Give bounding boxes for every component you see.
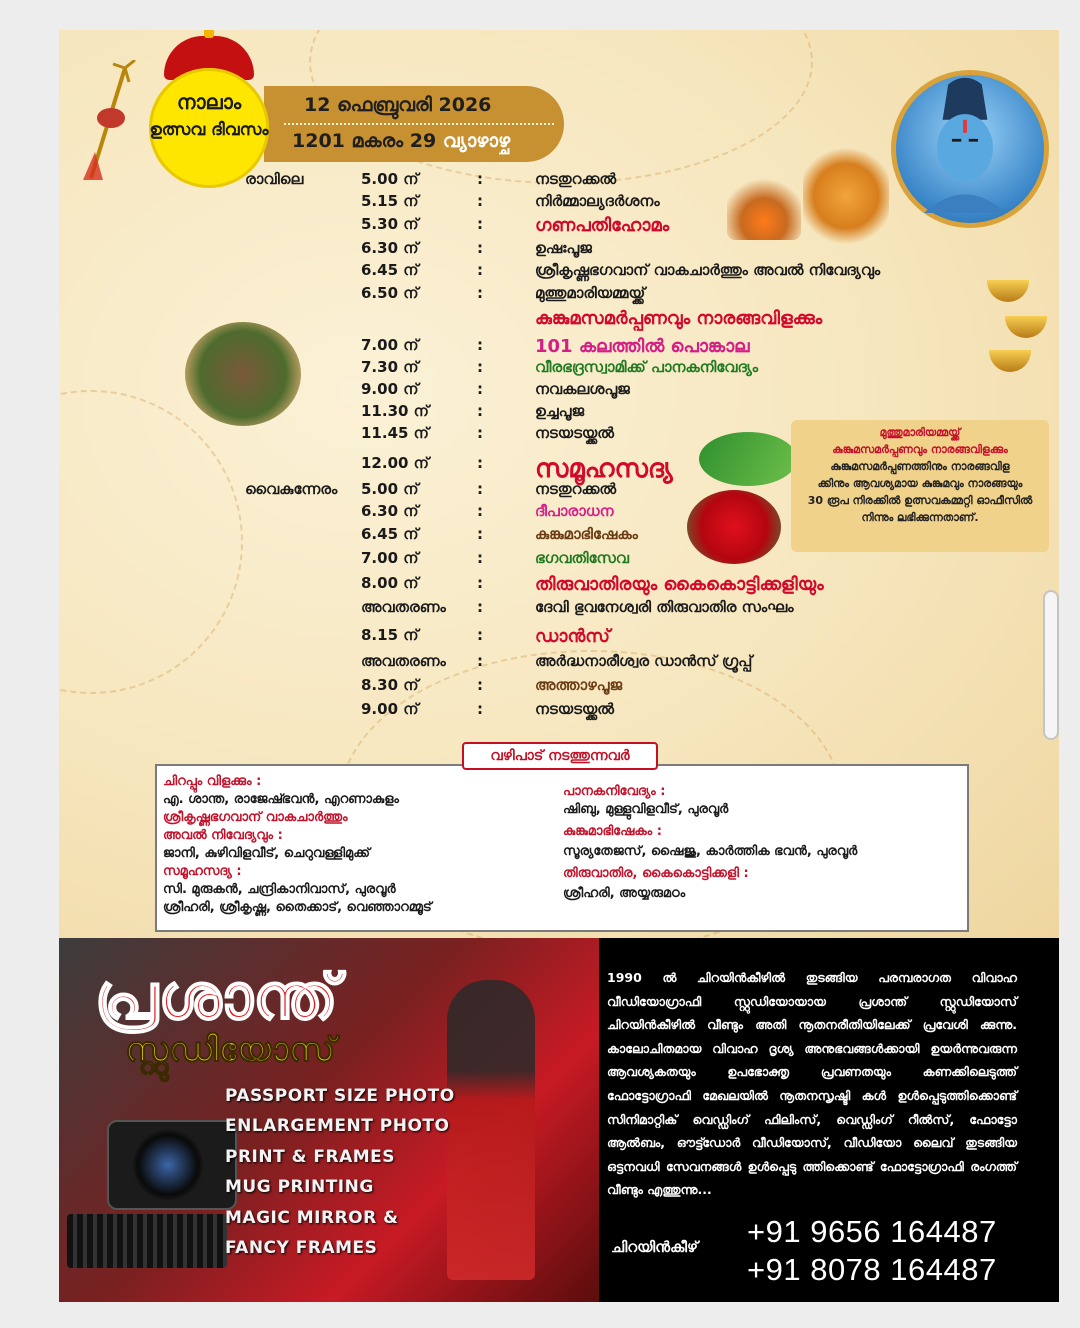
schedule-row xyxy=(59,284,1059,308)
schedule-row xyxy=(59,358,1059,382)
event-name: ഗണപതിഹോമം xyxy=(535,215,670,236)
time-label: 6.30 ന് xyxy=(361,239,419,257)
event-name: അർദ്ധനാരീശ്വര ഡാൻസ് ഗ്രൂപ്പ് xyxy=(535,652,753,670)
sponsor-name: സി. മുരുകൻ, ചന്ദ്രികാനിവാസ്, പുരവൂർ xyxy=(163,882,396,897)
separator: : xyxy=(477,626,483,644)
separator: : xyxy=(477,549,483,567)
time-label: 6.50 ന് xyxy=(361,284,419,302)
camera-lens-icon xyxy=(133,1130,203,1200)
schedule-row xyxy=(59,308,1059,332)
sponsor-name: സൂര്യതേജസ്, ഷൈജു, കാർത്തിക ഭവൻ, പുരവൂർ xyxy=(563,844,858,859)
poster-page xyxy=(59,30,1059,1302)
sponsor-label: ചിറപ്പും വിളക്കും : xyxy=(163,774,262,789)
sponsors-title: വഴിപാട് നടത്തുന്നവർ xyxy=(462,742,658,770)
date-banner xyxy=(264,86,564,162)
event-name: ദേവി ഭുവനേശ്വരി തിരുവാതിര സംഘം xyxy=(535,598,794,616)
sponsor-label: ശ്രീകൃഷ്ണഭഗവാന് വാകചാർത്തും xyxy=(163,810,348,825)
service-item: MUG PRINTING xyxy=(225,1177,374,1197)
service-item: PRINT & FRAMES xyxy=(225,1147,395,1167)
sponsor-label: കുങ്കുമാഭിഷേകം : xyxy=(563,824,662,839)
phone-number-2: +91 8078 164487 xyxy=(747,1252,997,1287)
studio-description: 1990 ൽ ചിറയിൻകീഴിൽ തുടങ്ങിയ പരമ്പരാഗത വിവാഹ വീഡിയോഗ്രാഫി സ്റ്റുഡിയോയായ പ്രശാന്ത് സ്റ്റുഡിയോസ് ചിറയിൻകീഴിൽ വീണ്ടും അതി നൂതനരീതിയിലേക്ക് പ്രവേശി ക്കുന്നു. കാലോചിതമായ വിവാഹ ദൃശ്യ അനുഭവങ്ങൾക്കായി ഉയർന്നുവരുന്ന ആവശ്യകതയും ഉപഭോക്തൃ പ്രവണതയും കണക്കിലെടുത്ത് ഫോട്ടോഗ്രാഫി മേഖലയിൽ നൂതനസൃഷ്ടി കൾ ഉൾപ്പെടുത്തിക്കൊണ്ട് സിനിമാറ്റിക് വെഡ്ഡിംഗ് ഫിലിംസ്, വെഡ്ഡിംഗ് റീൽസ്, ഫോട്ടോ ആൽബം, ഔട്ട്ഡോർ വീഡിയോസ്, വീഡിയോ ലൈവ് തുടങ്ങിയ ഒട്ടനവധി സേവനങ്ങൾ ഉൾപ്പെടു ത്തിക്കൊണ്ട് ഫോട്ടോഗ്രാഫി രംഗത്ത് വീണ്ടും എത്തുന്നു... xyxy=(607,970,1017,1198)
schedule-row xyxy=(59,170,1059,194)
trident-damaru-icon xyxy=(73,60,143,180)
separator: : xyxy=(477,480,483,498)
event-name: ദീപാരാധന xyxy=(535,502,614,520)
studio-location: ചിറയിൻകീഴ് xyxy=(611,1238,698,1256)
time-label: 9.00 ന് xyxy=(361,380,419,398)
sponsor-label: തിരുവാതിര, കൈകൊട്ടിക്കളി : xyxy=(563,866,749,881)
sponsor-name: എ. ശാന്ത, രാജേഷ്ഭവൻ, എറണാകുളം xyxy=(163,792,399,807)
separator: : xyxy=(477,192,483,210)
date-gregorian: 12 ഫെബ്രുവരി 2026 xyxy=(304,94,492,116)
event-name: നടതുറക്കൽ xyxy=(535,170,617,188)
brand-subtitle: സ്റ്റുഡിയോസ് xyxy=(125,1030,336,1070)
event-name: ഭഗവതിസേവ xyxy=(535,549,629,567)
time-label: 8.15 ന് xyxy=(361,626,419,644)
event-name: നടതുറക്കൽ xyxy=(535,480,617,498)
time-label: 6.45 ന് xyxy=(361,261,419,279)
schedule-row xyxy=(59,336,1059,360)
sponsor-name: ഷിബു, മുള്ളുവിളവീട്, പുരവൂർ xyxy=(563,802,729,817)
event-name: ഡാൻസ് xyxy=(535,626,610,647)
separator: : xyxy=(477,652,483,670)
sponsors-box xyxy=(155,764,969,932)
notice-title-1: മുത്തുമാരിയമ്മയ്ക്ക് xyxy=(879,426,961,439)
sponsor-name: ശ്രീഹരി, അയ്യരുമഠം xyxy=(563,886,686,901)
wedding-couple-image xyxy=(447,980,535,1280)
schedule-row xyxy=(59,239,1059,263)
schedule-row xyxy=(59,676,1059,700)
schedule-row xyxy=(59,598,1059,622)
separator: : xyxy=(477,424,483,442)
separator: : xyxy=(477,284,483,302)
day-number: നാലാം xyxy=(176,90,242,114)
camera-icon xyxy=(107,1120,237,1210)
event-name: വീരഭദ്രസ്വാമിക്ക് പാനകനിവേദ്യം xyxy=(535,358,759,376)
time-label: 7.00 ന് xyxy=(361,336,419,354)
event-name: ഉച്ചപൂജ xyxy=(535,402,585,420)
event-name: സമൂഹസദ്യ xyxy=(535,454,673,484)
schedule-row xyxy=(59,574,1059,598)
schedule-row xyxy=(59,192,1059,216)
time-label: 12.00 ന് xyxy=(361,454,429,472)
scrollbar-thumb[interactable] xyxy=(1043,590,1059,740)
schedule-row xyxy=(59,700,1059,724)
kumkum-notice xyxy=(791,420,1049,552)
schedule-row xyxy=(59,626,1059,650)
date-divider xyxy=(284,123,554,125)
time-label: 5.30 ന് xyxy=(361,215,419,233)
separator: : xyxy=(477,170,483,188)
separator: : xyxy=(477,358,483,376)
event-name: നടയടയ്ക്കൽ xyxy=(535,424,614,442)
notice-body-1: കുങ്കുമസമർപ്പണത്തിനും നാരങ്ങവിള xyxy=(830,460,1010,473)
event-name: അത്താഴപൂജ xyxy=(535,676,623,694)
phone-number-1: +91 9656 164487 xyxy=(747,1214,997,1249)
time-label: 5.15 ന് xyxy=(361,192,419,210)
service-item: PASSPORT SIZE PHOTO xyxy=(225,1086,455,1106)
service-item: FANCY FRAMES xyxy=(225,1238,378,1258)
time-label: അവതരണം xyxy=(361,652,446,670)
sponsor-name: ശ്രീഹരി, ശ്രീകൃഷ്ണ, തൈക്കാട്, വെഞ്ഞാറമ്മൂട് xyxy=(163,900,432,915)
date-malayalam: 1201 മകരം 29 വ്യാഴാഴ്ച xyxy=(292,130,511,152)
time-label: 8.00 ന് xyxy=(361,574,419,592)
schedule-row xyxy=(59,549,1059,573)
time-label: 5.00 ന് xyxy=(361,480,419,498)
event-name: നവകലശപൂജ xyxy=(535,380,630,398)
festival-schedule-poster xyxy=(59,30,1059,938)
weekday: വ്യാഴാഴ്ച xyxy=(442,130,511,152)
schedule-row xyxy=(59,380,1059,404)
event-name: ശ്രീകൃഷ്ണഭഗവാന് വാകചാർത്തും അവൽ നിവേദ്യവും xyxy=(535,261,881,279)
film-strip-icon xyxy=(67,1214,227,1268)
event-name: തിരുവാതിരയും കൈകൊട്ടിക്കളിയും xyxy=(535,574,824,595)
separator: : xyxy=(477,380,483,398)
service-item: ENLARGEMENT PHOTO xyxy=(225,1116,450,1136)
event-name: നടയടയ്ക്കൽ xyxy=(535,700,614,718)
separator: : xyxy=(477,700,483,718)
session-label: രാവിലെ xyxy=(245,170,304,188)
time-label: അവതരണം xyxy=(361,598,446,616)
time-label: 9.00 ന് xyxy=(361,700,419,718)
time-label: 7.30 ന് xyxy=(361,358,419,376)
separator: : xyxy=(477,239,483,257)
separator: : xyxy=(477,574,483,592)
studio-advertisement xyxy=(59,938,1059,1302)
sponsor-label: അവൽ നിവേദ്യവും : xyxy=(163,828,283,843)
event-name: മുത്തുമാരിയമ്മയ്ക്ക് xyxy=(535,284,646,302)
time-label: 5.00 ന് xyxy=(361,170,419,188)
sponsor-label: സമൂഹസദ്യ : xyxy=(163,864,242,879)
time-label: 11.30 ന് xyxy=(361,402,429,420)
time-label: 8.30 ന് xyxy=(361,676,419,694)
separator: : xyxy=(477,215,483,233)
notice-body-3: 30 രൂപ നിരക്കിൽ ഉത്സവകമ്മറ്റി ഓഫീസിൽ xyxy=(807,494,1033,507)
event-name: നിർമ്മാല്യദർശനം xyxy=(535,192,660,210)
event-name: കുങ്കുമസമർപ്പണവും നാരങ്ങവിളക്കും xyxy=(535,308,823,329)
separator: : xyxy=(477,525,483,543)
event-name: 101 കലത്തിൽ പൊങ്കാല xyxy=(535,336,750,357)
session-label: വൈകുന്നേരം xyxy=(245,480,338,498)
sponsor-label: പാനകനിവേദ്യം : xyxy=(563,784,666,799)
time-label: 11.45 ന് xyxy=(361,424,429,442)
separator: : xyxy=(477,261,483,279)
event-name: ഉഷഃപൂജ xyxy=(535,239,592,257)
separator: : xyxy=(477,676,483,694)
sponsor-name: ജാനി, കുഴിവിളവീട്, ചെറുവള്ളിമുക്ക് xyxy=(163,846,370,861)
notice-body-4: നിന്നും ലഭിക്കുന്നതാണ്. xyxy=(861,511,979,524)
separator: : xyxy=(477,336,483,354)
schedule-row xyxy=(59,652,1059,676)
separator: : xyxy=(477,402,483,420)
ad-photo-panel xyxy=(59,938,599,1302)
separator: : xyxy=(477,598,483,616)
day-label: ഉത്സവ ദിവസം xyxy=(149,120,269,140)
notice-title-2: കുങ്കുമസമർപ്പണവും നാരങ്ങവിളക്കും xyxy=(832,443,1008,456)
event-name: കുങ്കുമാഭിഷേകം xyxy=(535,525,638,543)
schedule-row xyxy=(59,261,1059,285)
brand-name: പ്രശാന്ത് xyxy=(95,960,339,1033)
service-item: MAGIC MIRROR & xyxy=(225,1208,399,1228)
separator: : xyxy=(477,454,483,472)
separator: : xyxy=(477,502,483,520)
time-label: 6.45 ന് xyxy=(361,525,419,543)
notice-body-2: ക്കിനും ആവശ്യമായ കുങ്കുമവും നാരങ്ങയും xyxy=(817,477,1023,490)
time-label: 6.30 ന് xyxy=(361,502,419,520)
time-label: 7.00 ന് xyxy=(361,549,419,567)
schedule-row xyxy=(59,215,1059,239)
